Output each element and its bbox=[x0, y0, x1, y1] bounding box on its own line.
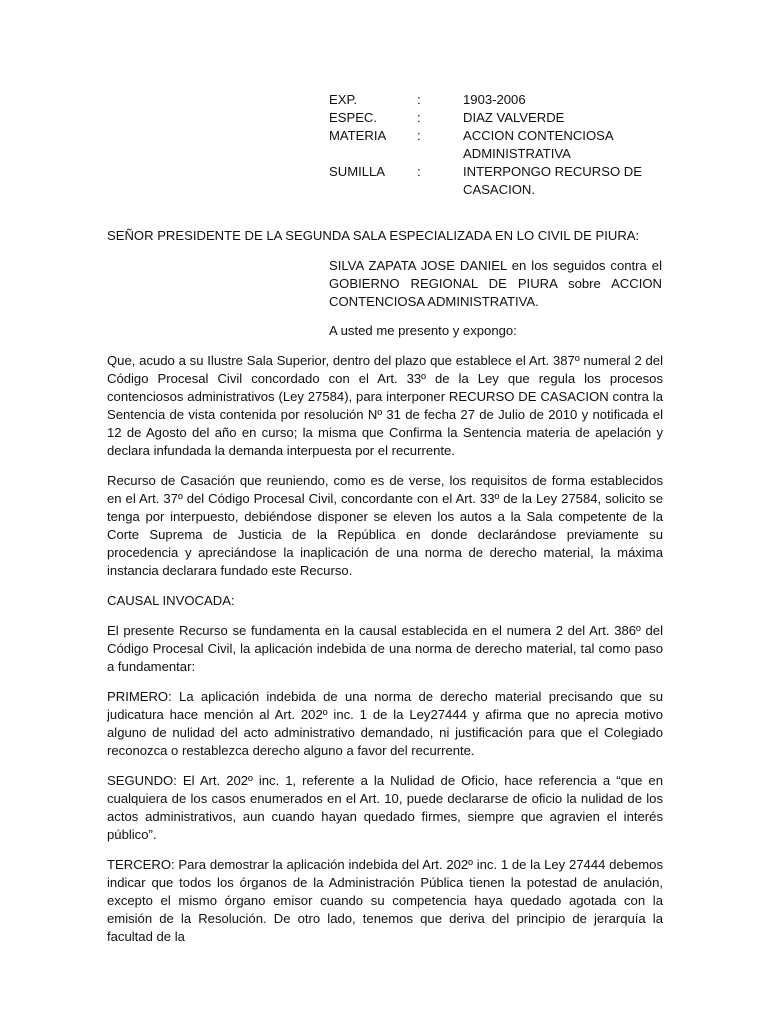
paragraph-1: Que, acudo a su Ilustre Sala Superior, dentro del plazo que establece el Art. 387º numeral 2 del Código Procesal Civil concordado con el Art. 33º de la Ley que regula los procesos contenciosos administrativos (Ley 27584), para interponer RECURSO DE CASACION contra la Sentencia de vista contenida por resolución Nº 31 de fecha 27 de Julio de 2010 y notificada el 12 de Agosto del año en curso; la misma que Confirma la Sentencia materia de apelación y declara infundada la demanda interpuesta por el recurrente. bbox=[107, 353, 663, 458]
paragraph-label: PRIMERO: bbox=[107, 689, 172, 704]
header-row-materia bbox=[329, 127, 643, 163]
header-value: DIAZ VALVERDE bbox=[463, 110, 565, 125]
paragraph-3: El presente Recurso se fundamenta en la causal establecida en el numera 2 del Art. 386º del Código Procesal Civil, la aplicación indebida de una norma de derecho material, tal como paso a fundamentar: bbox=[107, 623, 663, 674]
header-row-exp bbox=[329, 91, 643, 109]
header-colon: : bbox=[417, 110, 421, 125]
header-value: ACCION CONTENCIOSA ADMINISTRATIVA bbox=[463, 128, 613, 161]
header-label: ESPEC. bbox=[329, 110, 378, 125]
paragraph-primero bbox=[107, 688, 663, 760]
salutation: SEÑOR PRESIDENTE DE LA SEGUNDA SALA ESPECIALIZADA EN LO CIVIL DE PIURA: bbox=[107, 228, 640, 243]
header-value: INTERPONGO RECURSO DE CASACION. bbox=[463, 164, 642, 197]
paragraph-text: El Art. 202º inc. 1, referente a la Nulidad de Oficio, hace referencia a “que en cualquiera de los casos enumerados en el Art. 10, puede declararse de oficio la nulidad de los actos administrativos, aun cuando hayan quedado firmes, siempre que agravien el interés público”. bbox=[107, 773, 663, 842]
intro-line: A usted me presento y expongo: bbox=[329, 323, 517, 338]
case-header bbox=[329, 91, 643, 199]
party-statement: SILVA ZAPATA JOSE DANIEL en los seguidos contra el GOBIERNO REGIONAL DE PIURA sobre ACCION CONTENCIOSA ADMINISTRATIVA. bbox=[329, 258, 662, 309]
header-colon: : bbox=[417, 164, 421, 179]
paragraph-segundo bbox=[107, 772, 663, 844]
header-label: MATERIA bbox=[329, 128, 387, 143]
header-row-espec bbox=[329, 109, 643, 127]
header-colon: : bbox=[417, 128, 421, 143]
header-row-sumilla bbox=[329, 163, 643, 199]
section-heading: CAUSAL INVOCADA: bbox=[107, 593, 235, 608]
header-label: SUMILLA bbox=[329, 164, 386, 179]
header-label: EXP. bbox=[329, 92, 358, 107]
paragraph-text: Para demostrar la aplicación indebida del Art. 202º inc. 1 de la Ley 27444 debemos indicar que todos los órganos de la Administración Pública tienen la potestad de anulación, excepto el mismo órgano emisor cuando su competencia haya quedado agotada con la emisión de la Resolución. De otro lado, tenemos que deriva del principio de jerarquía la facultad de la bbox=[107, 857, 664, 944]
paragraph-label: TERCERO: bbox=[107, 857, 175, 872]
document-body bbox=[107, 352, 663, 958]
paragraph-2: Recurso de Casación que reuniendo, como es de verse, los requisitos de forma establecidos en el Art. 37º del Código Procesal Civil, concordante con el Art. 33º de la Ley 27584, solicito se tenga por interpuesto, debiéndose disponer se eleven los autos a la Sala competente de la Corte Suprema de Justicia de la República en donde declarándose previamente su procedencia y apreciándose la inaplicación de una norma de derecho material, la máxima instancia declarara fundado este Recurso. bbox=[107, 473, 663, 578]
paragraph-tercero bbox=[107, 856, 663, 946]
paragraph-label: SEGUNDO: bbox=[107, 773, 177, 788]
paragraph-text: La aplicación indebida de una norma de derecho material precisando que su judicatura hace mención al Art. 202º inc. 1 de la Ley27444 y afirma que no aprecia motivo alguno de nulidad del acto administrativo demandado, ni justificación para que el Colegiado reconozca o restablezca derecho alguno a favor del recurrente. bbox=[107, 689, 664, 758]
header-colon: : bbox=[417, 92, 421, 107]
header-value: 1903-2006 bbox=[463, 92, 526, 107]
